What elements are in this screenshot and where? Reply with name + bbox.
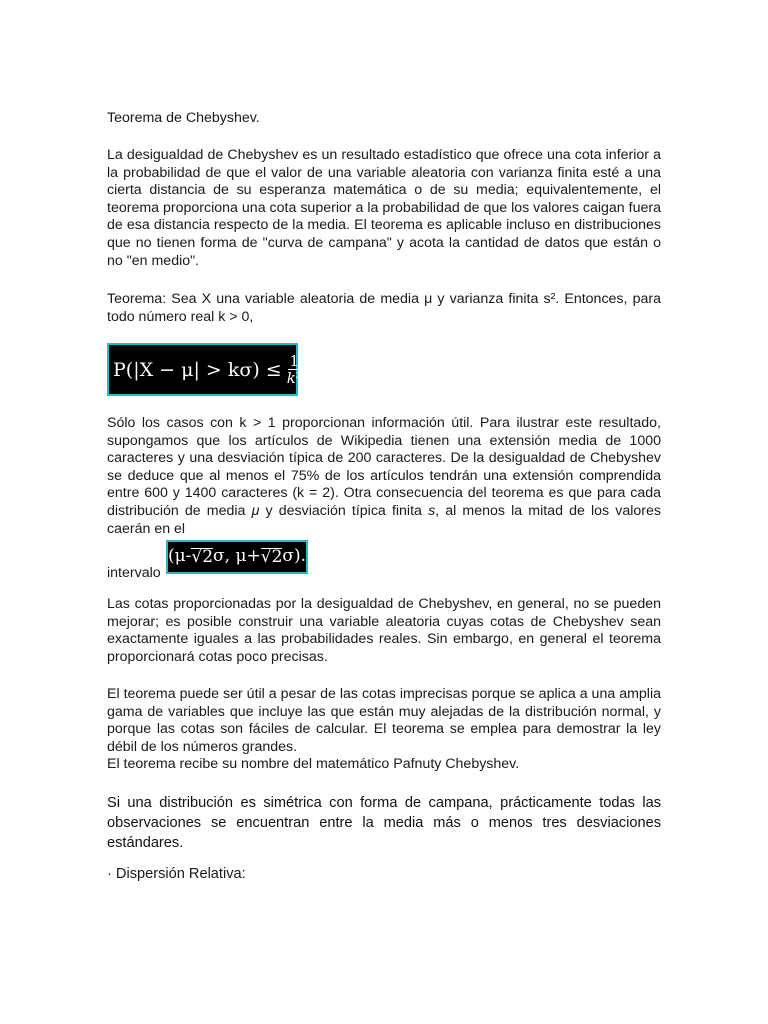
- sqrt-two-right: √2: [260, 546, 283, 567]
- example-text-b: y desviación típica finita: [265, 502, 422, 519]
- section-heading-relative-dispersion: · Dispersión Relativa:: [107, 866, 246, 882]
- formula-lhs: P(|X − μ| > kσ) ≤: [113, 358, 282, 381]
- interval-open: (μ-: [167, 546, 192, 567]
- paragraph-theorem: Teorema: Sea X una variable aleatoria de media μ y varianza finita s². Entonces, para todo número real k > 0,: [107, 291, 661, 325]
- s-symbol: s: [428, 502, 436, 519]
- sqrt-two-left: √2: [191, 546, 214, 567]
- fraction-denominator: k²: [286, 369, 302, 387]
- example-text-a: Sólo los casos con k > 1 proporcionan información útil. Para ilustrar este resultado, supongamos que los artículos de Wikipedia tienen una extensión media de 1000 caracteres y una desviación típica de 200 caracteres. De la desigualdad de Chebyshev se deduce que al menos el 75% de los artículos tendrán una extensión comprendida entre 600 y 1400 caracteres (k = 2). Otra consecuencia del teorema es que para cada distribución de media: [107, 415, 661, 519]
- paragraph-intro: La desigualdad de Chebyshev es un resultado estadístico que ofrece una cota inferior a la probabilidad de que el valor de una variable aleatoria con varianza finita esté a una cierta distancia de su esperanza matemática o de su media; equivalentemente, el teorema proporciona una cota superior a la probabilidad de que los valores caigan fuera de esa distancia respecto de la media. El teorema es aplicable incluso en distribuciones que no tienen forma de "curva de campana" y acota la cantidad de datos que están o no "en medio".: [107, 147, 661, 269]
- mu-symbol: μ: [251, 502, 260, 519]
- interval-formula: [166, 540, 308, 574]
- paragraph-bounds: Las cotas proporcionadas por la desigualdad de Chebyshev, en general, no se pueden mejorar; es posible construir una variable aleatoria cuyas cotas de Chebyshev sean exactamente iguales a las probabilidades reales. Sin embargo, en general el teorema proporcionará cotas poco precisas.: [107, 596, 661, 665]
- paragraph-example: [107, 415, 661, 584]
- chebyshev-inequality-formula: [107, 343, 308, 396]
- formula-tail: .: [301, 358, 308, 381]
- paragraph-usefulness: [107, 686, 661, 774]
- interval-mid: σ, μ+: [213, 546, 261, 567]
- interval-label: intervalo: [107, 565, 161, 582]
- interval-close: σ).: [282, 546, 307, 567]
- formula-fraction: [287, 353, 302, 386]
- interval-line: [107, 538, 661, 584]
- fraction-numerator: 1: [289, 352, 300, 370]
- namesake-text: El teorema recibe su nombre del matemático Pafnuty Chebyshev.: [107, 756, 520, 773]
- usefulness-text: El teorema puede ser útil a pesar de las cotas imprecisas porque se aplica a una amplia gama de variables que incluye las que están muy alejadas de la distribución normal, y porque las cotas son fáciles de calcular. El teorema se emplea para demostrar la ley débil de los números grandes.: [107, 686, 661, 755]
- paragraph-symmetric: Si una distribución es simétrica con forma de campana, prácticamente todas las observaciones se encuentran entre la media más o menos tres desviaciones estándares.: [107, 795, 661, 851]
- document-title: Teorema de Chebyshev.: [107, 110, 260, 126]
- example-text-c: , al menos la mitad de los valores caerán en el: [107, 502, 662, 537]
